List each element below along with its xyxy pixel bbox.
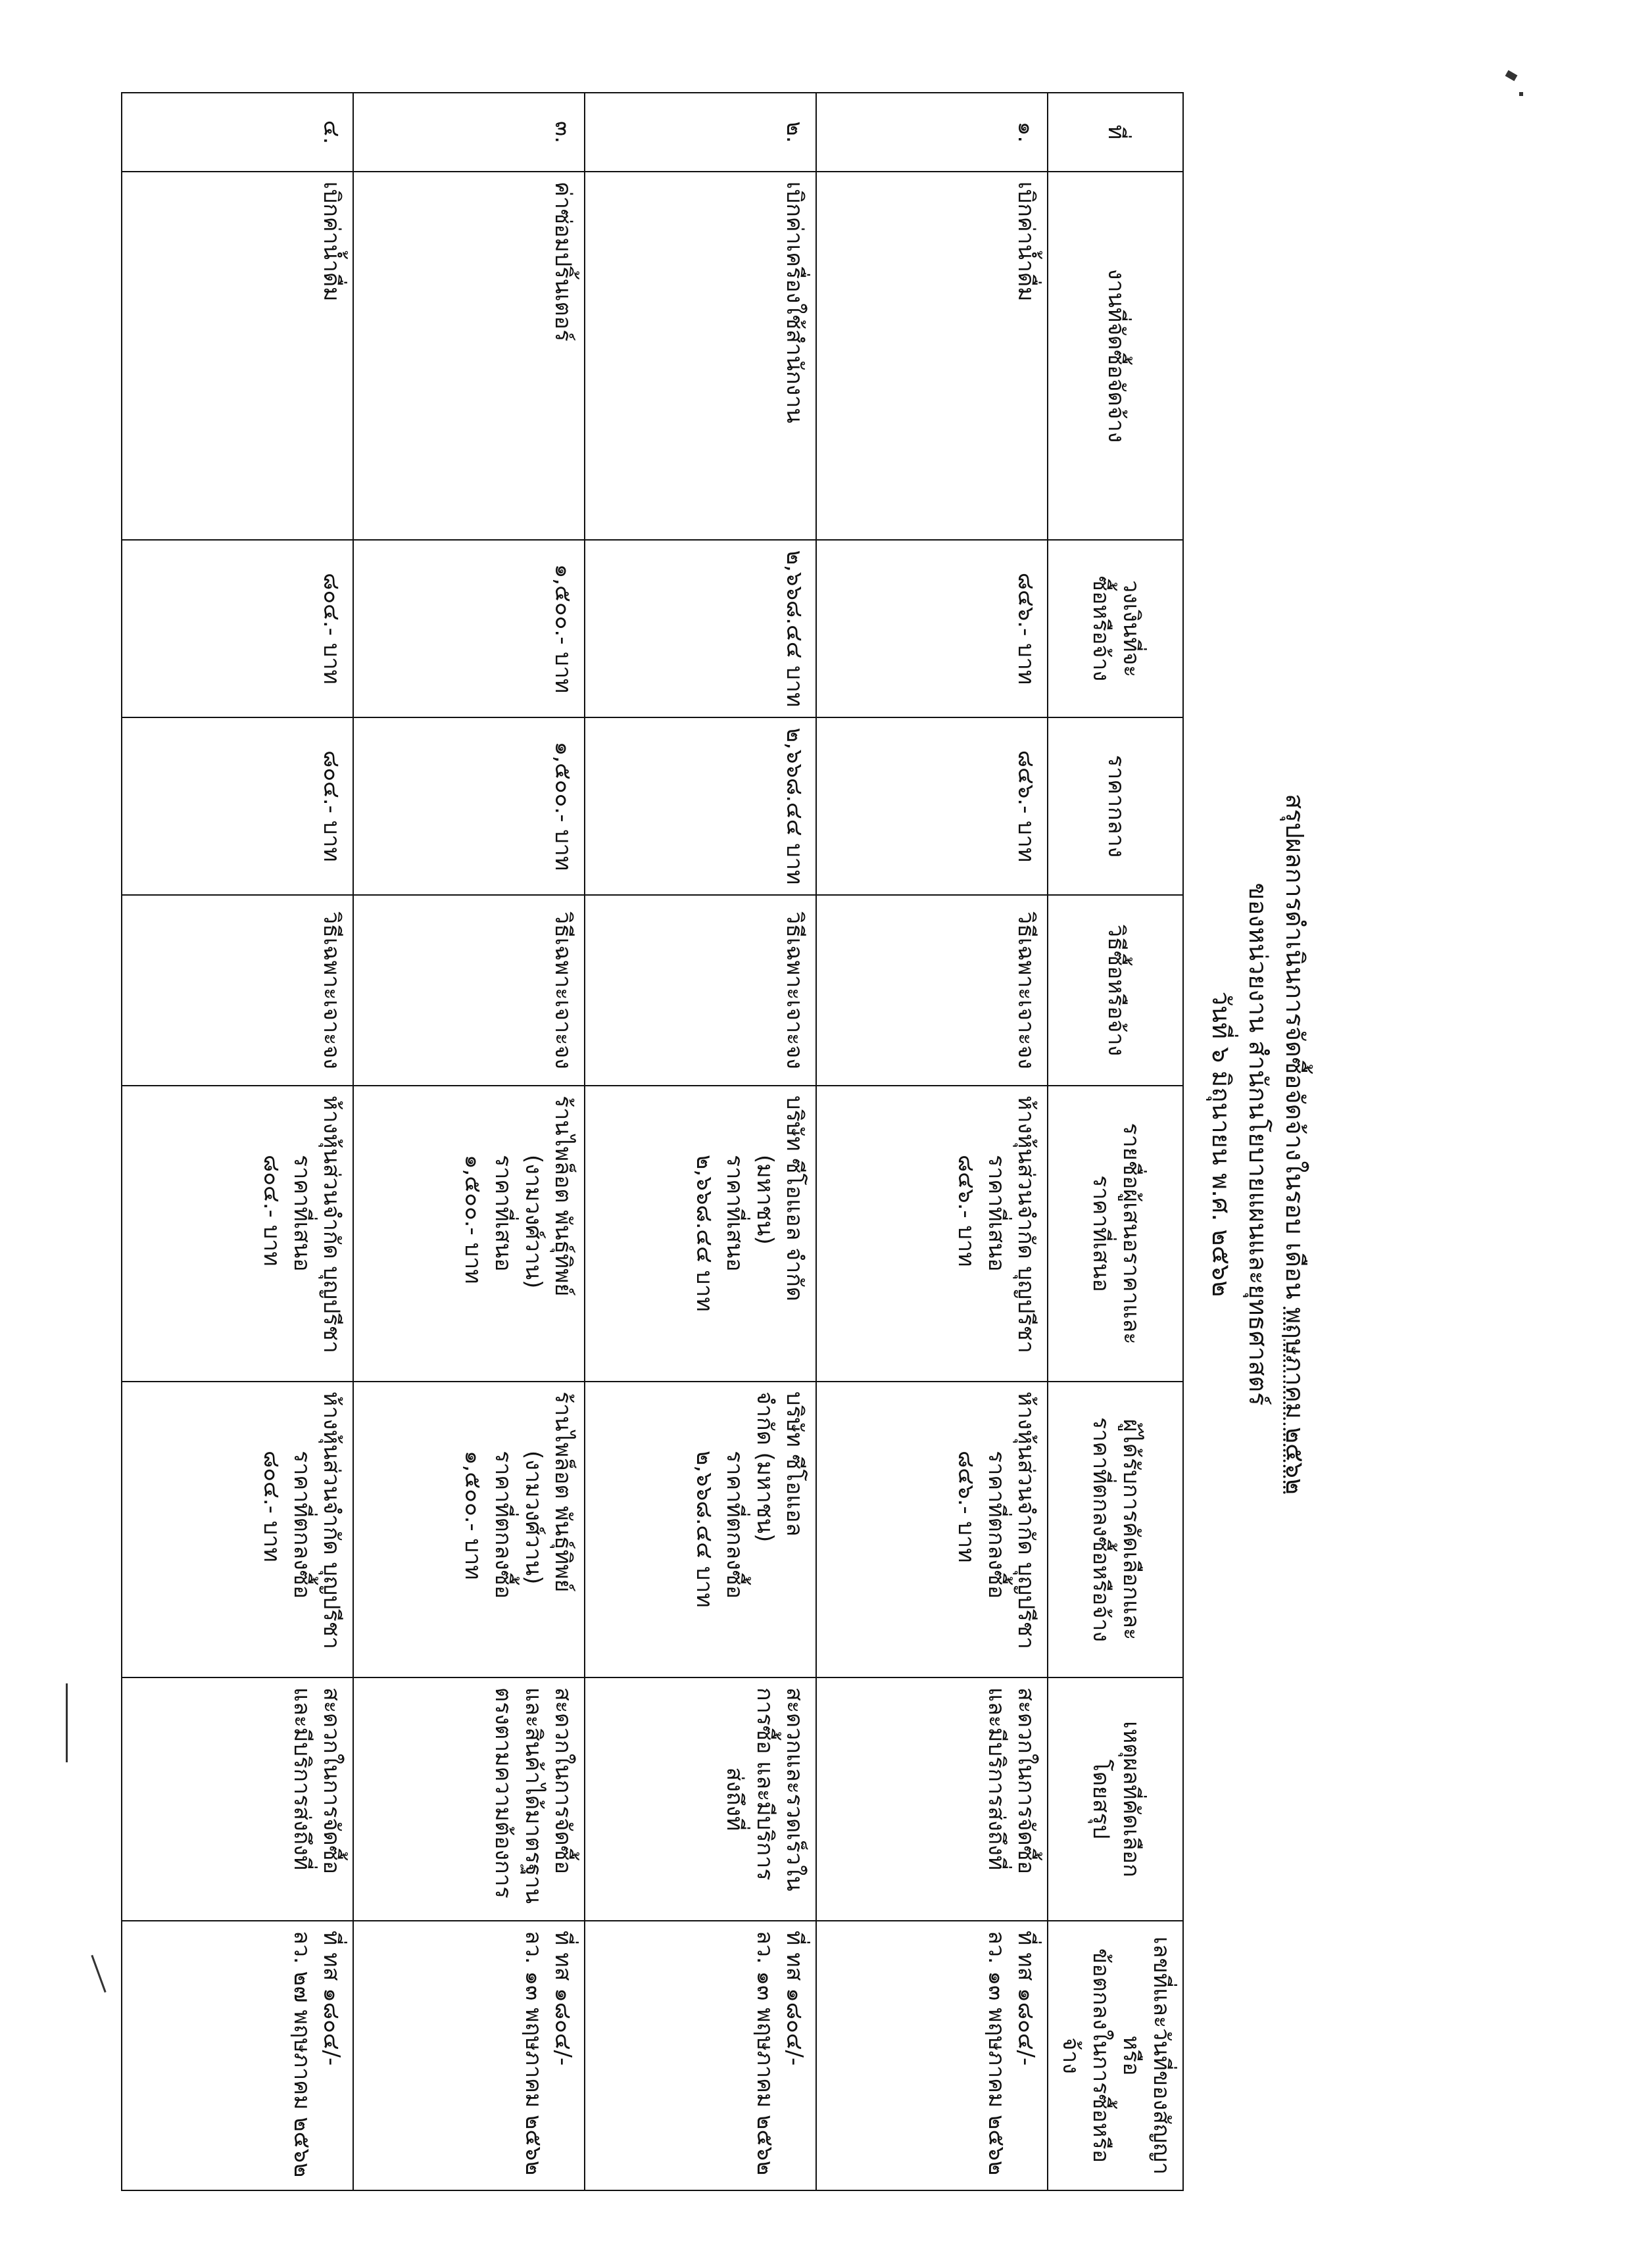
procurement-table xyxy=(121,92,1184,2191)
header-reason xyxy=(1048,1677,1183,1921)
bidder-line: (มหาชน) xyxy=(751,1155,778,1245)
header-winner-line: ผู้ได้รับการคัดเลือกและ xyxy=(1118,1418,1145,1641)
table-header-row xyxy=(1048,93,1183,2190)
bidder-line: ๘๔๖.- บาท xyxy=(952,1155,979,1267)
bidder-line: ร้านไพล็อต พันธุ์ทิพย์ xyxy=(550,1096,577,1297)
cell-contract xyxy=(353,1921,585,2190)
winner-line: ๒,๖๖๘.๔๔ บาท xyxy=(691,1451,717,1608)
cell-method: วิธีเฉพาะเจาะจง xyxy=(816,895,1048,1086)
contract-line: ลว. ๑๓ พฤษภาคม ๒๕๖๒ xyxy=(520,1931,547,2176)
reason-line: สะดวกและรวดเร็วใน xyxy=(781,1687,808,1892)
cell-bidders xyxy=(122,1086,353,1382)
scan-mark xyxy=(1519,92,1523,96)
header-bidders xyxy=(1048,1086,1183,1382)
table-row xyxy=(585,93,816,2190)
scan-mark xyxy=(91,1955,106,1992)
reason-line: ตรงตามความต้องการ xyxy=(489,1687,516,1898)
bidder-line: ห้างหุ้นส่วนจำกัด บุญปรีชา xyxy=(318,1096,345,1353)
winner-line: ๑,๕๐๐.- บาท xyxy=(459,1451,486,1580)
contract-line: ลว. ๑๓ พฤษภาคม ๒๕๖๒ xyxy=(983,1931,1009,2176)
winner-line: บริษัท ซีโอแอล xyxy=(781,1391,808,1537)
winner-line: ห้างหุ้นส่วนจำกัด บุญปรีชา xyxy=(318,1391,345,1649)
header-bidders-line: รายชื่อผู้เสนอราคาและ xyxy=(1118,1122,1145,1345)
reason-line: สะดวกในการจัดซื้อ xyxy=(318,1687,345,1875)
cell-median: ๘๔๖.- บาท xyxy=(816,717,1048,895)
cell-bidders xyxy=(585,1086,816,1382)
cell-method: วิธีเฉพาะเจาะจง xyxy=(122,895,353,1086)
reason-line: และมีบริการส่งถึงที่ xyxy=(288,1687,315,1871)
table-row xyxy=(122,93,353,2190)
winner-line: ร้านไพล็อต พันธุ์ทิพย์ xyxy=(550,1391,577,1593)
cell-winner xyxy=(816,1382,1048,1677)
contract-line: ลว. ๒๗ พฤษภาคม ๒๕๖๒ xyxy=(288,1931,315,2178)
cell-winner xyxy=(585,1382,816,1677)
header-budget-line: ซื้อหรือจ้าง xyxy=(1088,575,1115,682)
contract-line: ที่ ทส ๑๘๐๔/- xyxy=(550,1931,577,2066)
reason-line: การซื้อ และมีบริการ xyxy=(751,1687,778,1881)
report-month: พฤษภาคม ๒๕๖๒ xyxy=(1280,1307,1309,1495)
contract-line: ที่ ทส ๑๘๐๔/- xyxy=(781,1931,808,2066)
landscape-content xyxy=(145,39,1315,2249)
cell-work: ค่าซ่อมปริ้นเตอร์ xyxy=(353,172,585,540)
bidder-line: ราคาที่เสนอ xyxy=(983,1155,1009,1272)
cell-bidders xyxy=(353,1086,585,1382)
contract-line: ที่ ทส ๑๘๐๔/- xyxy=(318,1931,345,2066)
header-contract-line: ข้อตกลงในการซื้อหรือจ้าง xyxy=(1058,1948,1115,2163)
header-budget xyxy=(1048,540,1183,717)
header-work: งานที่จัดซื้อจัดจ้าง xyxy=(1048,172,1183,540)
header-budget-line: วงเงินที่จะ xyxy=(1118,580,1145,677)
bidder-line: บริษัท ซีโอแอล จำกัด xyxy=(781,1096,808,1301)
table-row xyxy=(353,93,585,2190)
bidder-line: ๑,๕๐๐.- บาท xyxy=(459,1155,486,1284)
cell-method: วิธีเฉพาะเจาะจง xyxy=(585,895,816,1086)
cell-contract xyxy=(122,1921,353,2190)
header-bidders-line: ราคาที่เสนอ xyxy=(1088,1175,1115,1292)
bidder-line: (งามวงศ์วาน) xyxy=(520,1155,547,1289)
winner-line: ราคาที่ตกลงซื้อ xyxy=(983,1451,1009,1599)
bidder-line: ราคาที่เสนอ xyxy=(489,1155,516,1272)
winner-line: ราคาที่ตกลงซื้อ xyxy=(489,1451,516,1599)
reason-line: และสินค้าได้มาตรฐาน xyxy=(520,1687,547,1904)
winner-line: (งามวงศ์วาน) xyxy=(520,1451,547,1585)
cell-work: เบิกค่าเครื่องใช้สำนักงาน xyxy=(585,172,816,540)
header-reason-line: เหตุผลที่คัดเลือก xyxy=(1118,1721,1145,1877)
reason-line: สะดวกในการจัดซื้อ xyxy=(1013,1687,1040,1875)
cell-method: วิธีเฉพาะเจาะจง xyxy=(353,895,585,1086)
winner-line: ๘๔๖.- บาท xyxy=(952,1451,979,1563)
cell-winner xyxy=(353,1382,585,1677)
winner-line: จำกัด (มหาชน) xyxy=(751,1391,778,1543)
cell-work: เบิกค่าน้ำดื่ม xyxy=(816,172,1048,540)
header-no: ที่ xyxy=(1048,93,1183,172)
bidder-line: ราคาที่เสนอ xyxy=(721,1155,748,1272)
cell-winner xyxy=(122,1382,353,1677)
winner-line: ราคาที่ตกลงซื้อ xyxy=(288,1451,315,1599)
winner-line: ราคาที่ตกลงซื้อ xyxy=(721,1451,748,1599)
cell-contract xyxy=(816,1921,1048,2190)
header-method: วิธีซื้อหรือจ้าง xyxy=(1048,895,1183,1086)
winner-line: ห้างหุ้นส่วนจำกัด บุญปรีชา xyxy=(1013,1391,1040,1649)
cell-contract xyxy=(585,1921,816,2190)
cell-median: ๒,๖๖๘.๔๔ บาท xyxy=(585,717,816,895)
header-winner xyxy=(1048,1382,1183,1677)
scan-mark xyxy=(66,1683,68,1762)
cell-budget: ๘๐๔.- บาท xyxy=(122,540,353,717)
cell-work: เบิกค่าน้ำดื่ม xyxy=(122,172,353,540)
scan-mark xyxy=(1505,70,1518,82)
header-contract-line: เลขที่และวันที่ของสัญญาหรือ xyxy=(1118,1937,1175,2175)
cell-reason xyxy=(585,1677,816,1921)
bidder-line: ๒,๖๖๘.๔๔ บาท xyxy=(691,1155,717,1312)
bidder-line: ห้างหุ้นส่วนจำกัด บุญปรีชา xyxy=(1013,1096,1040,1353)
header-winner-line: ราคาที่ตกลงซื้อหรือจ้าง xyxy=(1088,1417,1115,1642)
cell-reason xyxy=(353,1677,585,1921)
bidder-line: ราคาที่เสนอ xyxy=(288,1155,315,1272)
cell-no: ๒. xyxy=(585,93,816,172)
cell-bidders xyxy=(816,1086,1048,1382)
cell-reason xyxy=(816,1677,1048,1921)
cell-budget: ๒,๖๖๘.๔๔ บาท xyxy=(585,540,816,717)
cell-no: ๔. xyxy=(122,93,353,172)
winner-line: ๘๐๔.- บาท xyxy=(258,1451,285,1562)
contract-line: ที่ ทส ๑๘๐๔/- xyxy=(1013,1931,1040,2066)
report-title xyxy=(1275,39,1315,2249)
cell-budget: ๑,๕๐๐.- บาท xyxy=(353,540,585,717)
cell-median: ๑,๕๐๐.- บาท xyxy=(353,717,585,895)
header-reason-line: โดยสรุป xyxy=(1088,1759,1115,1839)
cell-reason xyxy=(122,1677,353,1921)
report-date: วันที่ ๖ มิถุนายน พ.ศ. ๒๕๖๒ xyxy=(1207,991,1236,1297)
table-row xyxy=(816,93,1048,2190)
reason-line: สะดวกในการจัดซื้อ xyxy=(550,1687,577,1875)
cell-median: ๘๐๔.- บาท xyxy=(122,717,353,895)
bidder-line: ๘๐๔.- บาท xyxy=(258,1155,285,1267)
report-title-prefix: สรุปผลการดำเนินการจัดซื้อจัดจ้างในรอบ เดือน xyxy=(1280,794,1309,1299)
reason-line: และมีบริการส่งถึงที่ xyxy=(983,1687,1009,1871)
cell-no: ๑. xyxy=(816,93,1048,172)
contract-line: ลว. ๑๓ พฤษภาคม ๒๕๖๒ xyxy=(751,1931,778,2176)
cell-budget: ๘๔๖.- บาท xyxy=(816,540,1048,717)
report-agency: ของหน่วยงาน สำนักนโยบายแผนและยุทธศาสตร์ xyxy=(1244,882,1273,1406)
reason-line: ส่งถึงที่ xyxy=(721,1767,748,1831)
cell-no: ๓. xyxy=(353,93,585,172)
header-contract xyxy=(1048,1921,1183,2190)
header-median: ราคากลาง xyxy=(1048,717,1183,895)
